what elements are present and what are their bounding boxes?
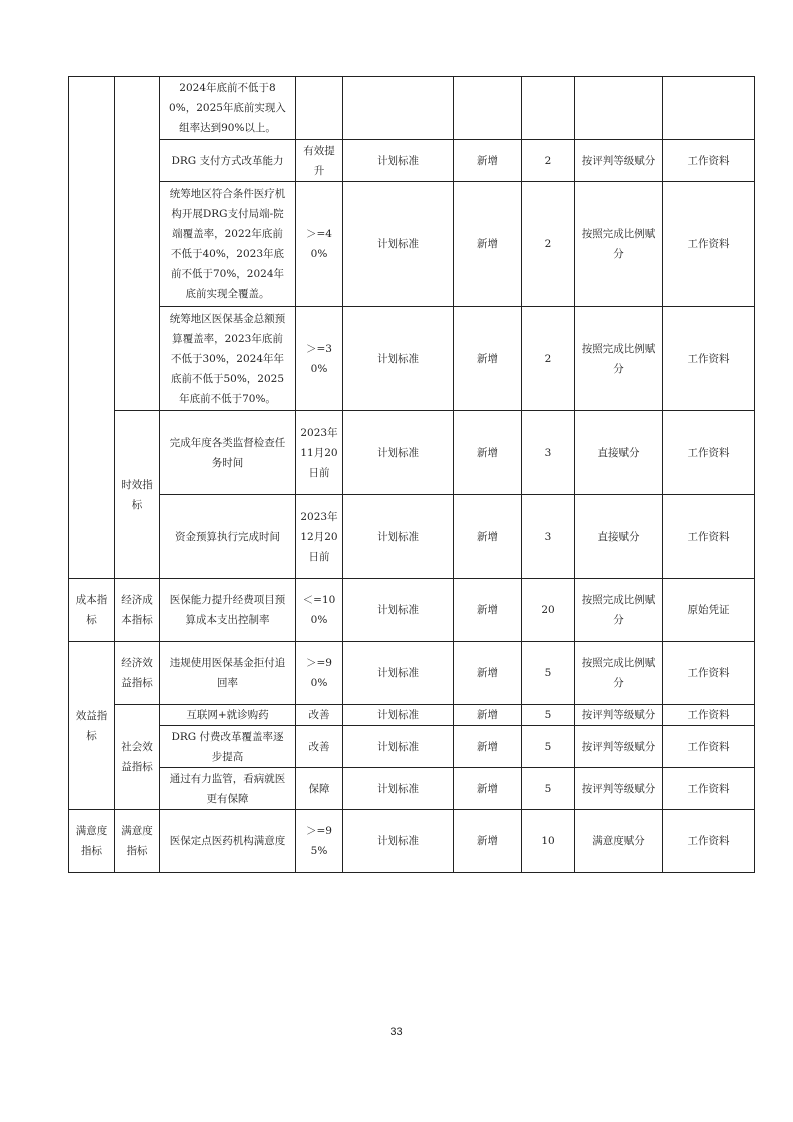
indicator-cell: 医保能力提升经费项目预算成本支出控制率 <box>160 579 296 642</box>
score-cell: 5 <box>522 642 575 705</box>
value-cell: ＞=90% <box>296 642 343 705</box>
indicator-cell: 通过有力监管，看病就医更有保障 <box>160 768 296 810</box>
performance-indicator-table <box>68 76 755 873</box>
score-cell: 5 <box>522 726 575 768</box>
score-cell: 10 <box>522 810 575 873</box>
subcategory-cell <box>115 77 160 411</box>
standard-cell: 计划标准 <box>343 182 454 307</box>
table-row <box>69 307 755 411</box>
type-cell: 新增 <box>454 579 522 642</box>
indicator-cell: 违规使用医保基金拒付追回率 <box>160 642 296 705</box>
source-cell: 工作资料 <box>663 726 755 768</box>
value-cell: ＞=40% <box>296 182 343 307</box>
subcategory-cell: 社会效益指标 <box>115 705 160 810</box>
value-cell: 有效提升 <box>296 140 343 182</box>
subcategory-cell: 满意度指标 <box>115 810 160 873</box>
source-cell: 工作资料 <box>663 140 755 182</box>
method-cell: 按评判等级赋分 <box>575 140 663 182</box>
type-cell: 新增 <box>454 810 522 873</box>
method-cell: 按评判等级赋分 <box>575 726 663 768</box>
indicator-cell: 2024年底前不低于80%，2025年底前实现入组率达到90%以上。 <box>160 77 296 140</box>
table-row <box>69 810 755 873</box>
indicator-cell: 统筹地区医保基金总额预算覆盖率，2023年底前不低于30%，2024年年底前不低于50%，2025年底前不低于70%。 <box>160 307 296 411</box>
indicator-cell: 完成年度各类监督检查任务时间 <box>160 411 296 495</box>
score-cell <box>522 77 575 140</box>
standard-cell: 计划标准 <box>343 642 454 705</box>
source-cell: 工作资料 <box>663 182 755 307</box>
category-cell <box>69 77 115 579</box>
type-cell: 新增 <box>454 411 522 495</box>
table-row <box>69 411 755 495</box>
method-cell: 按照完成比例赋分 <box>575 642 663 705</box>
standard-cell: 计划标准 <box>343 140 454 182</box>
method-cell: 直接赋分 <box>575 495 663 579</box>
score-cell: 5 <box>522 768 575 810</box>
subcategory-cell: 经济成本指标 <box>115 579 160 642</box>
category-cell: 满意度指标 <box>69 810 115 873</box>
type-cell: 新增 <box>454 705 522 726</box>
subcategory-cell: 经济效益指标 <box>115 642 160 705</box>
source-cell <box>663 77 755 140</box>
score-cell: 2 <box>522 307 575 411</box>
standard-cell: 计划标准 <box>343 411 454 495</box>
source-cell: 原始凭证 <box>663 579 755 642</box>
value-cell: 改善 <box>296 726 343 768</box>
table-row <box>69 579 755 642</box>
standard-cell: 计划标准 <box>343 726 454 768</box>
score-cell: 5 <box>522 705 575 726</box>
method-cell: 满意度赋分 <box>575 810 663 873</box>
table-row <box>69 768 755 810</box>
indicator-cell: DRG 付费改革覆盖率逐步提高 <box>160 726 296 768</box>
table-row <box>69 705 755 726</box>
source-cell: 工作资料 <box>663 495 755 579</box>
standard-cell: 计划标准 <box>343 810 454 873</box>
score-cell: 2 <box>522 182 575 307</box>
score-cell: 3 <box>522 411 575 495</box>
standard-cell: 计划标准 <box>343 579 454 642</box>
table-row <box>69 77 755 140</box>
table-row <box>69 642 755 705</box>
value-cell: ＞=30% <box>296 307 343 411</box>
type-cell: 新增 <box>454 768 522 810</box>
source-cell: 工作资料 <box>663 642 755 705</box>
method-cell: 按评判等级赋分 <box>575 768 663 810</box>
table-row <box>69 182 755 307</box>
value-cell: 2023年11月20日前 <box>296 411 343 495</box>
value-cell: 保障 <box>296 768 343 810</box>
standard-cell: 计划标准 <box>343 705 454 726</box>
table-row <box>69 140 755 182</box>
standard-cell: 计划标准 <box>343 495 454 579</box>
indicator-cell: 互联网+就诊购药 <box>160 705 296 726</box>
indicator-cell: 医保定点医药机构满意度 <box>160 810 296 873</box>
indicator-cell: 资金预算执行完成时间 <box>160 495 296 579</box>
category-cell: 成本指标 <box>69 579 115 642</box>
score-cell: 2 <box>522 140 575 182</box>
source-cell: 工作资料 <box>663 768 755 810</box>
score-cell: 3 <box>522 495 575 579</box>
category-cell: 效益指标 <box>69 642 115 810</box>
page-number: 33 <box>390 1026 403 1038</box>
type-cell <box>454 77 522 140</box>
type-cell: 新增 <box>454 726 522 768</box>
method-cell: 按照完成比例赋分 <box>575 182 663 307</box>
standard-cell: 计划标准 <box>343 768 454 810</box>
score-cell: 20 <box>522 579 575 642</box>
table-row <box>69 495 755 579</box>
method-cell: 按照完成比例赋分 <box>575 307 663 411</box>
method-cell: 直接赋分 <box>575 411 663 495</box>
value-cell: ＜=100% <box>296 579 343 642</box>
source-cell: 工作资料 <box>663 810 755 873</box>
value-cell: 2023年12月20日前 <box>296 495 343 579</box>
type-cell: 新增 <box>454 495 522 579</box>
method-cell <box>575 77 663 140</box>
indicator-cell: DRG 支付方式改革能力 <box>160 140 296 182</box>
source-cell: 工作资料 <box>663 705 755 726</box>
subcategory-cell: 时效指标 <box>115 411 160 579</box>
value-cell <box>296 77 343 140</box>
value-cell: ＞=95% <box>296 810 343 873</box>
standard-cell <box>343 77 454 140</box>
source-cell: 工作资料 <box>663 411 755 495</box>
indicator-cell: 统筹地区符合条件医疗机构开展DRG支付局端-院端覆盖率，2022年底前不低于40%，2023年底前不低于70%，2024年底前实现全覆盖。 <box>160 182 296 307</box>
source-cell: 工作资料 <box>663 307 755 411</box>
table-row <box>69 726 755 768</box>
type-cell: 新增 <box>454 140 522 182</box>
type-cell: 新增 <box>454 182 522 307</box>
value-cell: 改善 <box>296 705 343 726</box>
standard-cell: 计划标准 <box>343 307 454 411</box>
method-cell: 按评判等级赋分 <box>575 705 663 726</box>
type-cell: 新增 <box>454 642 522 705</box>
method-cell: 按照完成比例赋分 <box>575 579 663 642</box>
type-cell: 新增 <box>454 307 522 411</box>
